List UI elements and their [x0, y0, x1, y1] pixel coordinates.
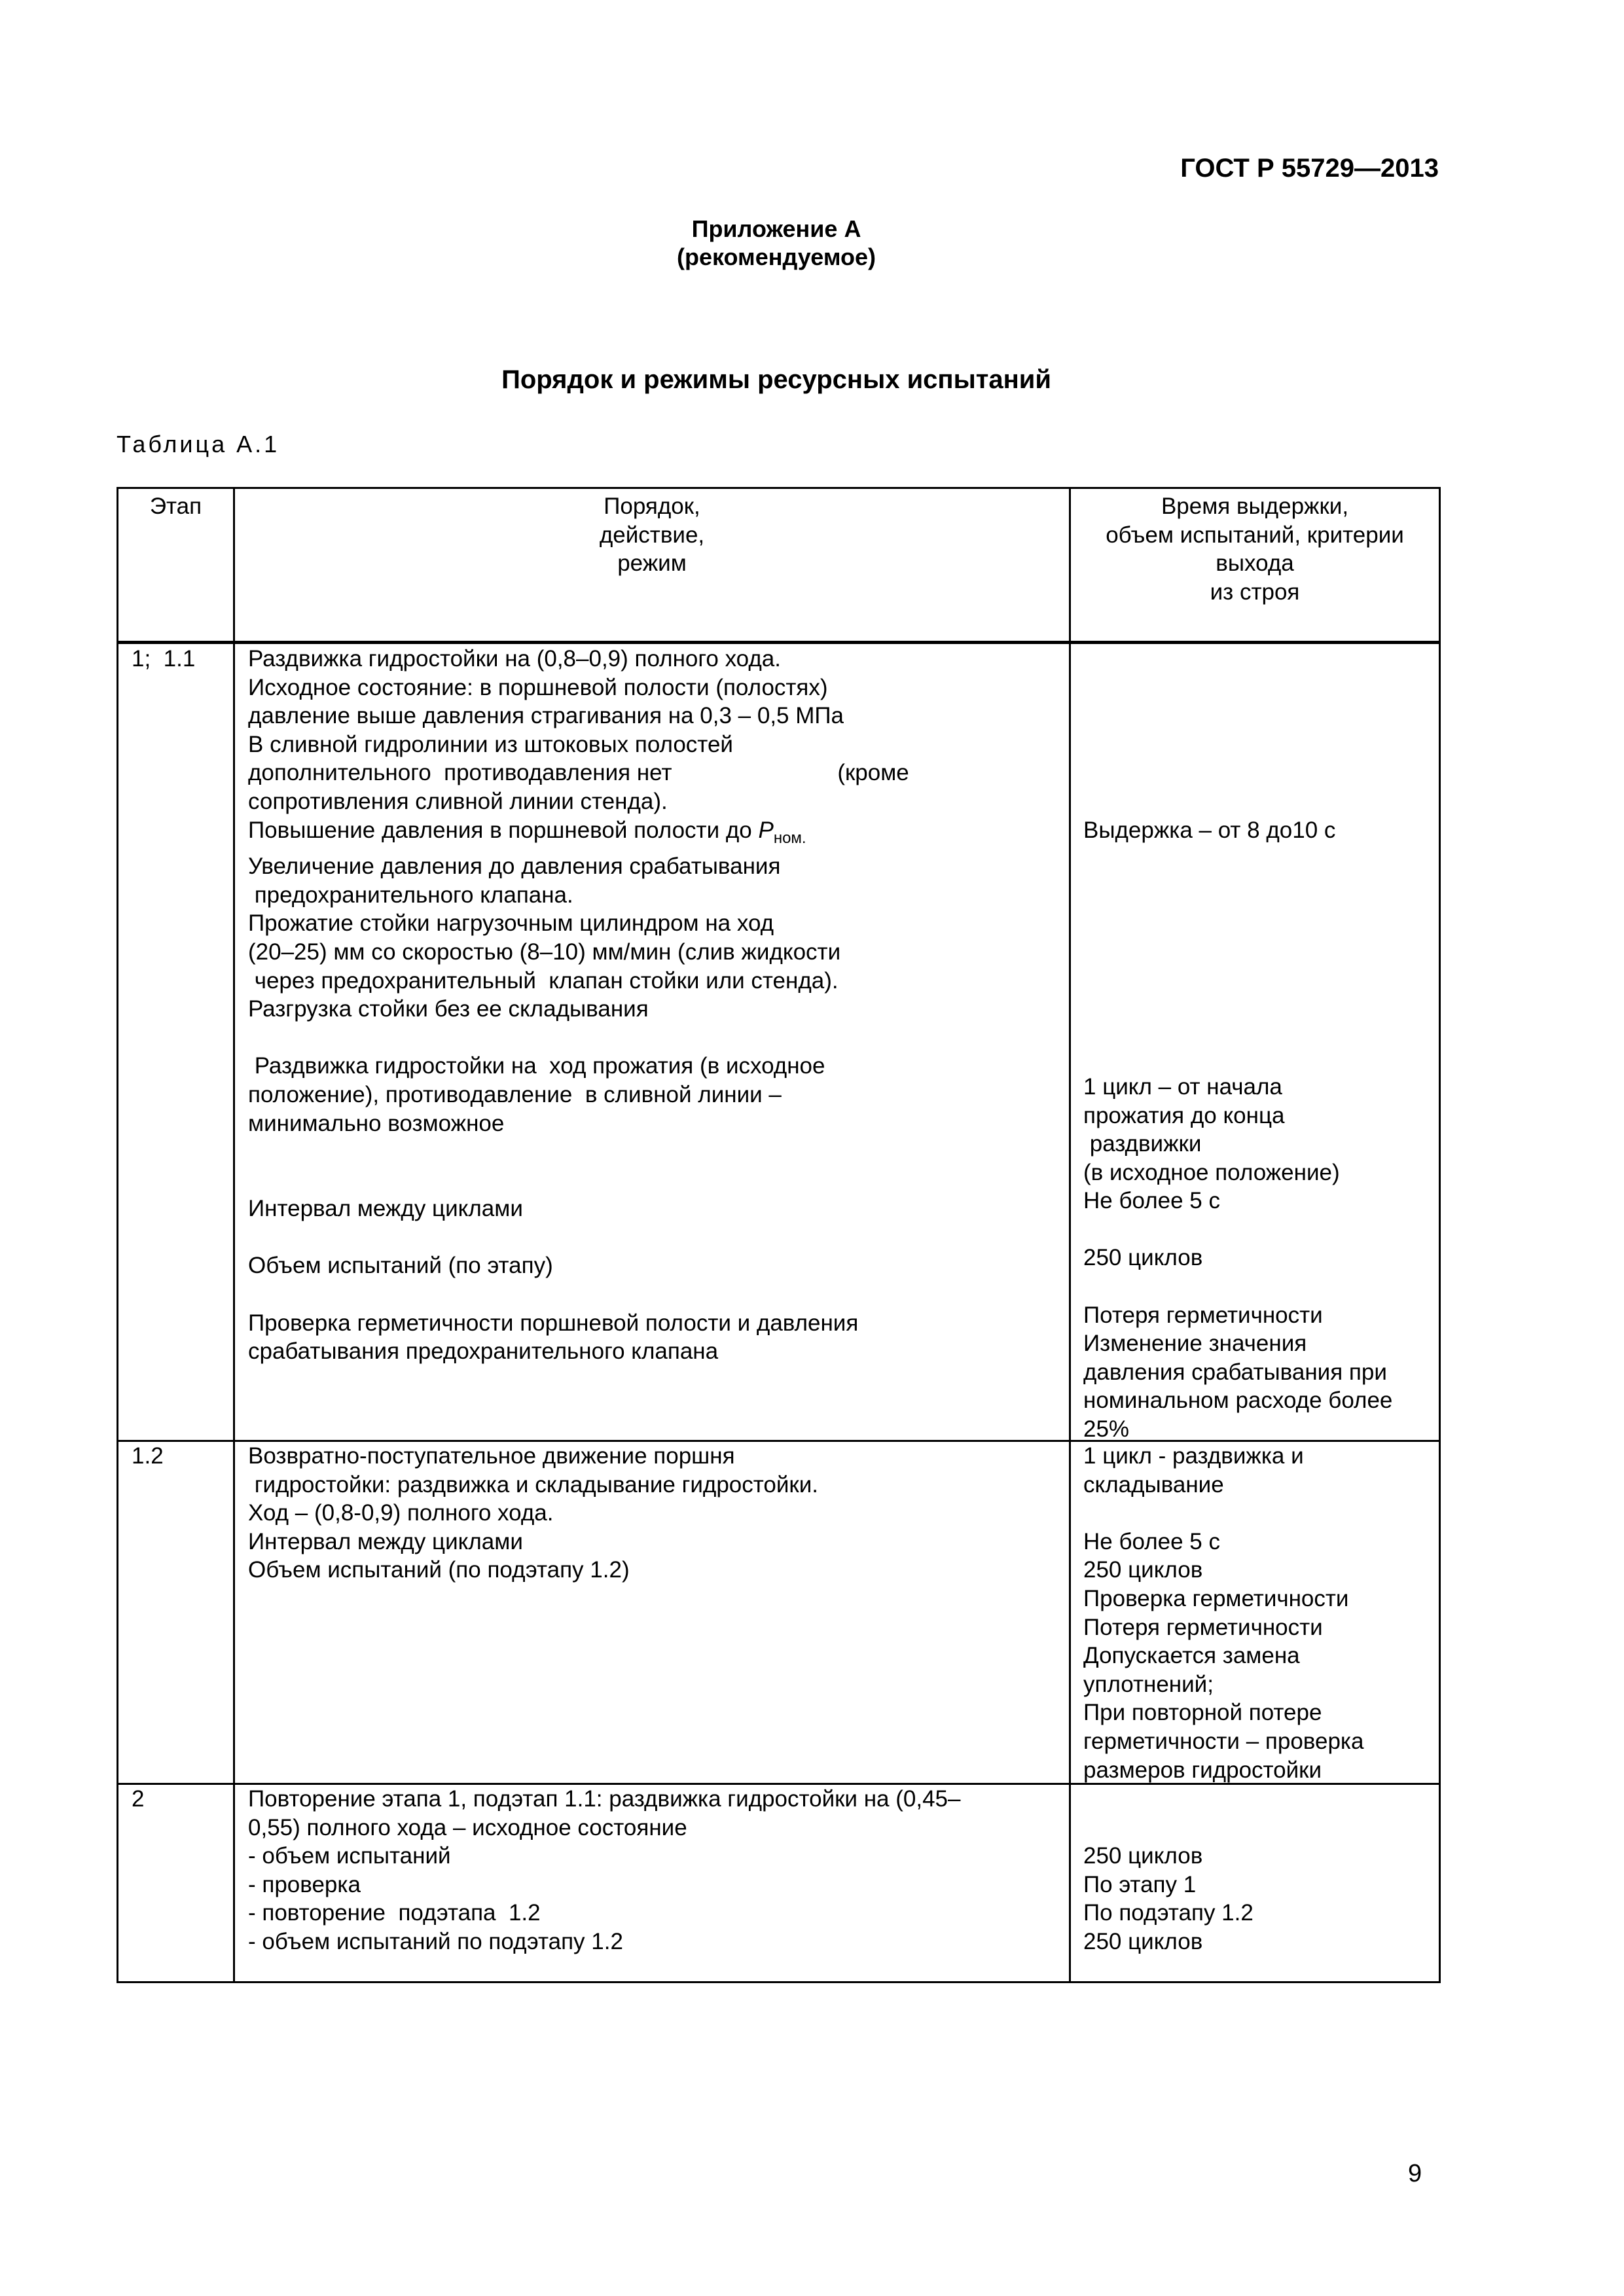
row-3-criteria: 250 циклов По этапу 1 По подэтапу 1.2 250 циклов [1083, 1843, 1254, 1954]
row-3-stage: 2 [132, 1786, 145, 1812]
table [117, 487, 1441, 1983]
table-border-left [117, 487, 118, 1983]
row-2-criteria: 1 цикл - раздвижка и складывание Не более 5 с 250 циклов Проверка герметичности Потеря герметичности Допускается замена уплотнений; При повторной потере герметичности – проверка размеров гидростойки [1083, 1443, 1364, 1783]
row-2-procedure: Возвратно-поступательное движение поршня гидростойки: раздвижка и складывание гидростойки. Ход – (0,8-0,9) полного хода. Интервал между циклами Объем испытаний (по подэтапу 1.2) [248, 1443, 819, 1583]
table-border-bottom [117, 1981, 1441, 1983]
page-number: 9 [1408, 2160, 1422, 2187]
standard-id: ГОСТ Р 55729—2013 [1180, 154, 1439, 183]
header-divider [117, 641, 1441, 644]
row-2-stage: 1.2 [132, 1443, 164, 1469]
header-procedure: Порядок, действие, режим [599, 493, 705, 577]
table-label: Таблица А.1 [117, 431, 280, 457]
column-divider-2 [1069, 487, 1071, 1983]
table-border-right [1439, 487, 1441, 1983]
header-stage: Этап [149, 493, 202, 519]
row-1-stage: 1; 1.1 [132, 646, 196, 672]
section-title: Порядок и режимы ресурсных испытаний [501, 365, 1051, 394]
column-divider-1 [233, 487, 235, 1983]
appendix-heading [0, 215, 1553, 271]
appendix-title: Приложение А [691, 215, 861, 242]
row-1-procedure: Раздвижка гидростойки на (0,8–0,9) полного хода. Исходное состояние: в поршневой полости (полостях) давление выше давления страгивания на 0,3 – 0,5 МПа В сливной гидролинии из штоковых полостей дополнительного противодавления нет (кроме сопротивления сливной линии стенда). Повышение давления в поршневой полости до $P_{ном.}$ Увеличение давления до давления срабатывания предохранительного клапана. Прожатие стойки нагрузочным цилиндром на ход (20–25) мм со скоростью (8–10) мм/мин (слив жидкости через предохранительный клапан стойки или стенда). Разгрузка стойки без ее складывания Раздвижка гидростойки на ход прожатия (в исходное положение), противодавление в сливной линии – минимально возможное Интервал между циклами Объем испытаний (по этапу) Проверка герметичности поршневой полости и давления срабатывания предохранительного клапана [248, 646, 909, 1365]
appendix-note: (рекомендуемое) [677, 243, 876, 270]
table-border-top [117, 487, 1441, 489]
row-1-criteria: Выдержка – от 8 до10 с 1 цикл – от начала прожатия до конца раздвижки (в исходное положение) Не более 5 с 250 циклов Потеря герметичности Изменение значения давления срабатывания при номинальном расходе более 25% [1083, 817, 1393, 1443]
row-3-procedure: Повторение этапа 1, подэтап 1.1: раздвижка гидростойки на (0,45– 0,55) полного хода – исходное состояние - объем испытаний - проверка - повторение подэтапа 1.2 - объем испытаний по подэтапу 1.2 [248, 1786, 961, 1954]
header-criteria: Время выдержки, объем испытаний, критерии выхода из строя [1106, 493, 1404, 605]
